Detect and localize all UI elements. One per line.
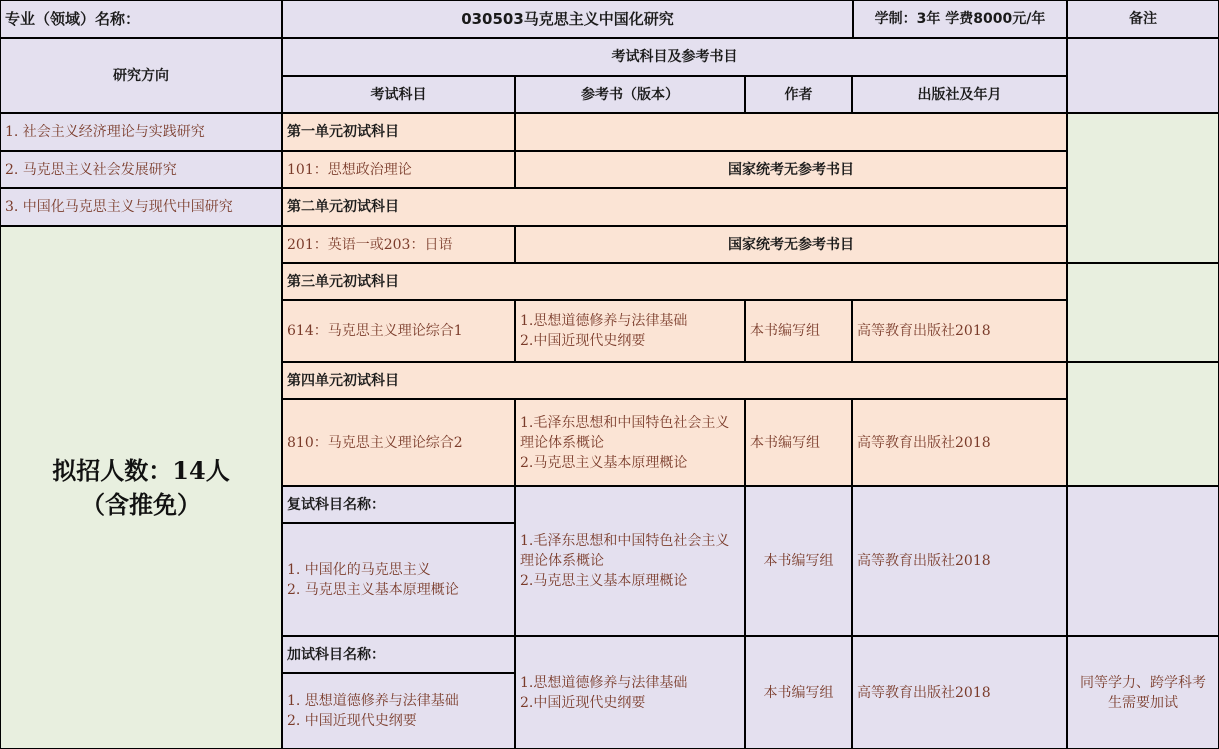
book-header: 参考书（版本） — [515, 76, 745, 113]
duration-fee: 学制：3年 学费8000元/年 — [853, 0, 1067, 38]
unit3-books: 1.思想道德修养与法律基础 2.中国近现代史纲要 — [515, 300, 745, 362]
remarks-header-blank — [1067, 38, 1219, 113]
remarks-blank — [1067, 362, 1219, 486]
unit4-subject: 810：马克思主义理论综合2 — [282, 399, 515, 486]
unit3-publisher: 高等教育出版社2018 — [852, 300, 1067, 362]
retest-books: 1.毛泽东思想和中国特色社会主义理论体系概论 2.马克思主义基本原理概论 — [515, 486, 745, 636]
unit3-title: 第三单元初试科目 — [282, 263, 1067, 300]
extra-label: 加试科目名称： — [282, 636, 515, 673]
publisher-header: 出版社及年月 — [852, 76, 1067, 113]
direction-item: 1. 社会主义经济理论与实践研究 — [0, 113, 282, 151]
direction-header: 研究方向 — [0, 38, 282, 113]
remarks-blank — [1067, 263, 1219, 362]
retest-label: 复试科目名称： — [282, 486, 515, 523]
unit1-title: 第一单元初试科目 — [282, 113, 515, 151]
extra-remark: 同等学力、跨学科考生需要加试 — [1067, 636, 1219, 749]
unit4-publisher: 高等教育出版社2018 — [852, 399, 1067, 486]
unit1-subject: 101：思想政治理论 — [282, 151, 515, 188]
remarks-blank — [1067, 486, 1219, 636]
remarks-header: 备注 — [1067, 0, 1219, 38]
direction-item: 2. 马克思主义社会发展研究 — [0, 151, 282, 188]
enrollment-cell — [0, 226, 282, 749]
unit4-title: 第四单元初试科目 — [282, 362, 1067, 399]
remarks-blank — [1067, 113, 1219, 263]
direction-item: 3. 中国化马克思主义与现代中国研究 — [0, 188, 282, 226]
unit4-books: 1.毛泽东思想和中国特色社会主义理论体系概论 2.马克思主义基本原理概论 — [515, 399, 745, 486]
retest-publisher: 高等教育出版社2018 — [852, 486, 1067, 636]
author-header: 作者 — [745, 76, 852, 113]
unit3-subject: 614：马克思主义理论综合1 — [282, 300, 515, 362]
extra-author: 本书编写组 — [745, 636, 852, 749]
unit2-no-book: 国家统考无参考书目 — [515, 226, 1067, 263]
major-label: 专业（领域）名称： — [0, 0, 282, 38]
unit2-subject: 201：英语一或203：日语 — [282, 226, 515, 263]
unit3-author: 本书编写组 — [745, 300, 852, 362]
unit1-blank — [515, 113, 1067, 151]
retest-subjects: 1. 中国化的马克思主义 2. 马克思主义基本原理概论 — [282, 523, 515, 636]
retest-author: 本书编写组 — [745, 486, 852, 636]
unit1-no-book: 国家统考无参考书目 — [515, 151, 1067, 188]
extra-books: 1.思想道德修养与法律基础 2.中国近现代史纲要 — [515, 636, 745, 749]
extra-publisher: 高等教育出版社2018 — [852, 636, 1067, 749]
enrollment-note: （含推免） — [81, 489, 201, 519]
extra-subjects: 1. 思想道德修养与法律基础 2. 中国近现代史纲要 — [282, 673, 515, 749]
unit2-title: 第二单元初试科目 — [282, 188, 1067, 226]
subject-header: 考试科目 — [282, 76, 515, 113]
major-value: 030503马克思主义中国化研究 — [282, 0, 853, 38]
enrollment-count: 拟招人数：14人 — [52, 455, 230, 485]
exam-group-header: 考试科目及参考书目 — [282, 38, 1067, 76]
unit4-author: 本书编写组 — [745, 399, 852, 486]
